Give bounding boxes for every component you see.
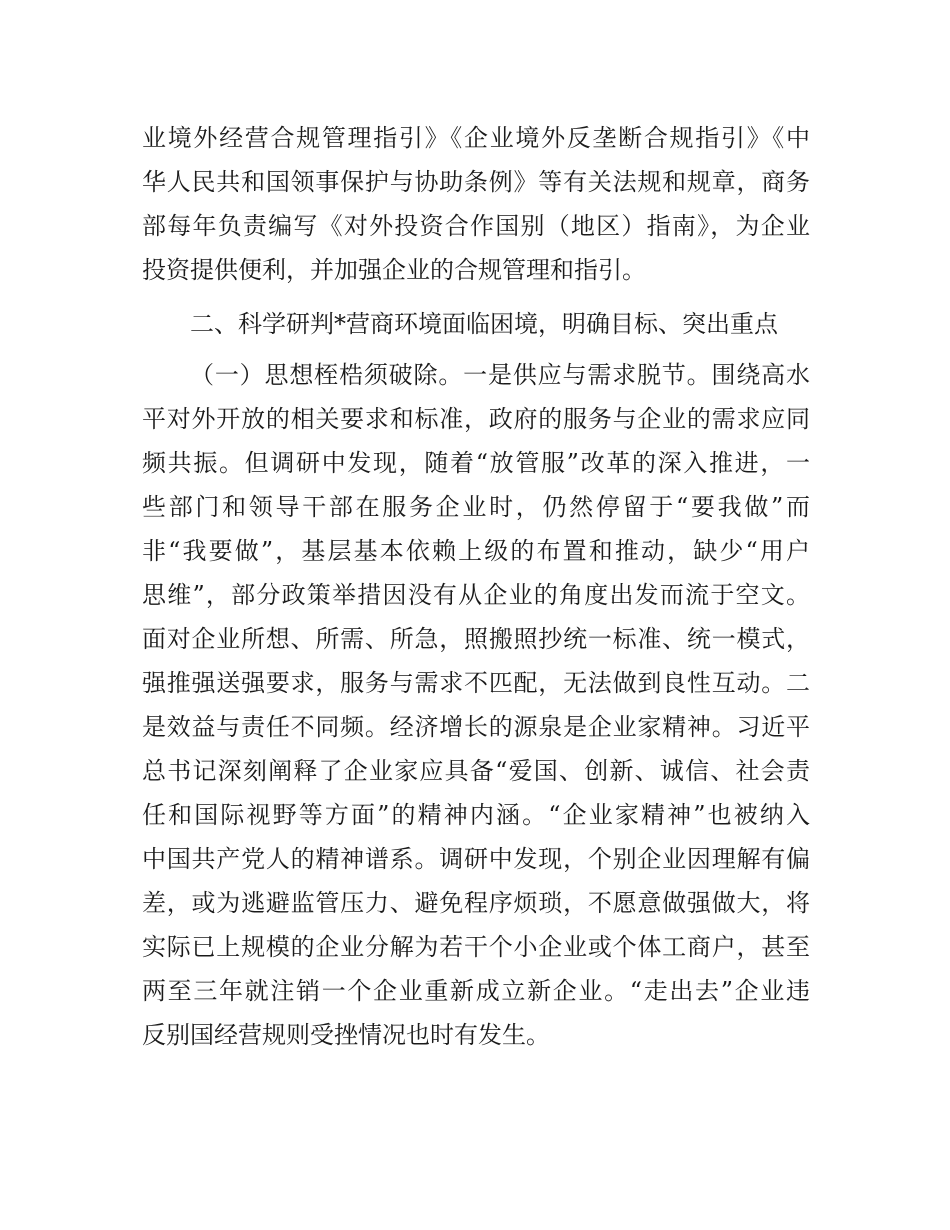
text-line: 实际已上规模的企业分解为若干个小企业或个体工商户，甚至 (142, 933, 810, 961)
text-line: 差，或为逃避监管压力、避免程序烦琐，不愿意做强做大，将 (142, 889, 810, 917)
text-line: 业境外经营合规管理指引》《企业境外反垄断合规指引》《中 (142, 124, 810, 152)
text-line: 两至三年就注销一个企业重新成立新企业。“走出去”企业违 (142, 977, 810, 1005)
text-line: 思维”，部分政策举措因没有从企业的角度出发而流于空文。 (142, 581, 810, 609)
text-line: 部每年负责编写《对外投资合作国别（地区）指南》，为企业 (142, 212, 810, 240)
text-line: 面对企业所想、所需、所急，照搬照抄统一标准、统一模式， (142, 625, 810, 653)
text-line: 反别国经营规则受挫情况也时有发生。 (142, 1021, 550, 1049)
text-line: 频共振。但调研中发现，随着“放管服”改革的深入推进，一 (142, 449, 810, 477)
text-line: 中国共产党人的精神谱系。调研中发现，个别企业因理解有偏 (142, 845, 810, 873)
text-line: 些部门和领导干部在服务企业时，仍然停留于“要我做”而 (142, 493, 810, 521)
text-line: 任和国际视野等方面”的精神内涵。“企业家精神”也被纳入 (142, 801, 810, 829)
text-line: 平对外开放的相关要求和标准，政府的服务与企业的需求应同 (142, 405, 810, 433)
text-line: 华人民共和国领事保护与协助条例》等有关法规和规章，商务 (142, 168, 810, 196)
text-line: 总书记深刻阐释了企业家应具备“爱国、创新、诚信、社会责 (142, 757, 810, 785)
text-line: 强推强送强要求，服务与需求不匹配，无法做到良性互动。二 (142, 669, 810, 697)
section-heading: 二、科学研判*营商环境面临困境，明确目标、突出重点 (190, 310, 778, 338)
text-line: 投资提供便利，并加强企业的合规管理和指引。 (142, 256, 646, 284)
subsection-heading-line: （一）思想桎梏须破除。一是供应与需求脱节。围绕高水 (190, 361, 810, 389)
text-line: 非“我要做”，基层基本依赖上级的布置和推动，缺少“用户 (142, 537, 810, 565)
text-line: 是效益与责任不同频。经济增长的源泉是企业家精神。习近平 (142, 713, 810, 741)
